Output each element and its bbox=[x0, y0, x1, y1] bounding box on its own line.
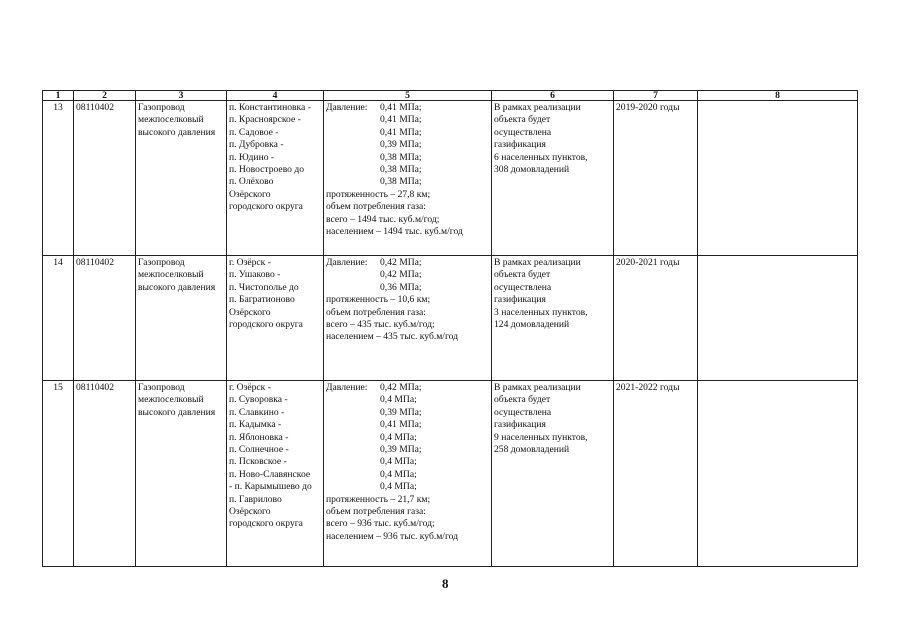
object-name-line: межпоселковый bbox=[138, 269, 204, 281]
pressure-line bbox=[326, 469, 489, 481]
pressure-value: 0,41 МПа; bbox=[380, 419, 422, 431]
route-line: п. Суворовка - bbox=[229, 394, 288, 406]
route-line: городского округа bbox=[229, 518, 303, 530]
note-cell bbox=[698, 101, 858, 256]
object-name-line: высокого давления bbox=[138, 281, 216, 293]
pressure-value: 0,4 МПа; bbox=[380, 468, 417, 480]
pressure-value: 0,39 МПа; bbox=[380, 444, 422, 456]
result-line: В рамках реализации bbox=[494, 102, 581, 113]
result-cell bbox=[492, 256, 614, 381]
table-row bbox=[43, 381, 858, 567]
result-line: 124 домовладений bbox=[494, 319, 570, 331]
pressure-label-spacer bbox=[326, 269, 380, 281]
route-line: п. Ново-Славянское bbox=[229, 468, 311, 480]
period-cell: 2021-2022 годы bbox=[614, 381, 698, 567]
object-code-cell: 08110402 bbox=[74, 381, 136, 567]
pressure-line bbox=[326, 407, 489, 419]
header-cell-8: 8 bbox=[698, 91, 858, 101]
pressure-value: 0,39 МПа; bbox=[380, 139, 422, 151]
pressure-label-spacer bbox=[326, 419, 380, 431]
pressure-label-spacer bbox=[326, 176, 380, 188]
pressure-value: 0,41 МПа; bbox=[380, 126, 422, 138]
pressure-line bbox=[326, 444, 489, 456]
pressure-label-spacer bbox=[326, 139, 380, 151]
header-row bbox=[43, 91, 858, 101]
result-line: газификация bbox=[494, 419, 546, 431]
pressure-line bbox=[326, 114, 489, 126]
pressure-label-spacer bbox=[326, 164, 380, 176]
result-line: газификация bbox=[494, 294, 546, 306]
pressure-value: 0,38 МПа; bbox=[380, 151, 422, 163]
pressure-value: 0,39 МПа; bbox=[380, 406, 422, 418]
result-line: объекта будет bbox=[494, 269, 551, 281]
pressure-label-spacer bbox=[326, 432, 380, 444]
object-name-line: Газопровод bbox=[138, 382, 185, 393]
pressure-label: Давление: bbox=[326, 382, 368, 393]
header-cell-4: 4 bbox=[227, 91, 324, 101]
result-line: объекта будет bbox=[494, 394, 551, 406]
parameters-cell bbox=[324, 101, 492, 256]
result-line: 258 домовладений bbox=[494, 444, 570, 456]
route-line: п. Псковское - bbox=[229, 456, 287, 468]
pressure-line bbox=[326, 139, 489, 151]
route-line: г. Озёрск - bbox=[229, 382, 271, 393]
gasification-table bbox=[42, 90, 858, 567]
route-line: п. Чистополье до bbox=[229, 281, 299, 293]
row-number-cell: 13 bbox=[43, 101, 74, 256]
parameter-line: протяженность – 21,7 км; bbox=[326, 493, 431, 505]
row-number-cell: 15 bbox=[43, 381, 74, 567]
route-line: п. Садовое - bbox=[229, 126, 279, 138]
pressure-value: 0,42 МПа; bbox=[380, 382, 422, 393]
result-cell bbox=[492, 101, 614, 256]
result-line: 3 населенных пунктов, bbox=[494, 306, 588, 318]
header-cell-5: 5 bbox=[324, 91, 492, 101]
route-cell bbox=[227, 101, 324, 256]
pressure-label-spacer bbox=[326, 282, 380, 294]
period-cell: 2020-2021 годы bbox=[614, 256, 698, 381]
pressure-line bbox=[326, 432, 489, 444]
route-line: п. Константиновка - bbox=[229, 102, 311, 113]
result-line: осуществлена bbox=[494, 126, 552, 138]
pressure-label: Давление: bbox=[326, 102, 368, 113]
pressure-line bbox=[326, 176, 489, 188]
pressure-label-spacer bbox=[326, 114, 380, 126]
parameter-line: населением – 1494 тыс. куб.м/год bbox=[326, 226, 463, 238]
pressure-value: 0,36 МПа; bbox=[380, 281, 422, 293]
parameter-line: всего – 1494 тыс. куб.м/год; bbox=[326, 213, 440, 225]
route-line: п. Солнечное - bbox=[229, 444, 289, 456]
pressure-line bbox=[326, 456, 489, 468]
header-cell-7: 7 bbox=[614, 91, 698, 101]
pressure-line bbox=[326, 481, 489, 493]
object-name-cell bbox=[136, 101, 227, 256]
pressure-value: 0,38 МПа; bbox=[380, 176, 422, 188]
route-line: п. Новостроево до bbox=[229, 164, 305, 176]
note-cell bbox=[698, 256, 858, 381]
header-cell-3: 3 bbox=[136, 91, 227, 101]
pressure-value: 0,4 МПа; bbox=[380, 481, 417, 493]
pressure-line bbox=[326, 164, 489, 176]
pressure-label-spacer bbox=[326, 444, 380, 456]
route-line: городского округа bbox=[229, 201, 303, 213]
table-row bbox=[43, 101, 858, 256]
object-name-cell bbox=[136, 256, 227, 381]
period-cell: 2019-2020 годы bbox=[614, 101, 698, 256]
table-row bbox=[43, 256, 858, 381]
parameter-line: населением – 435 тыс. куб.м/год bbox=[326, 331, 459, 343]
result-line: 6 населенных пунктов, bbox=[494, 151, 588, 163]
route-line: п. Яблоновка - bbox=[229, 431, 289, 443]
row-number-cell: 14 bbox=[43, 256, 74, 381]
parameter-line: объем потребления газа: bbox=[326, 201, 426, 213]
parameters-cell bbox=[324, 256, 492, 381]
header-cell-2: 2 bbox=[74, 91, 136, 101]
pressure-value: 0,4 МПа; bbox=[380, 456, 417, 468]
object-code-cell: 08110402 bbox=[74, 256, 136, 381]
result-line: газификация bbox=[494, 139, 546, 151]
parameter-line: всего – 936 тыс. куб.м/год; bbox=[326, 518, 435, 530]
header-cell-1: 1 bbox=[43, 91, 74, 101]
route-cell bbox=[227, 381, 324, 567]
route-line: п. Дубровка - bbox=[229, 139, 284, 151]
result-line: В рамках реализации bbox=[494, 382, 581, 393]
pressure-label-spacer bbox=[326, 407, 380, 419]
table-body bbox=[43, 101, 858, 567]
object-name-line: высокого давления bbox=[138, 126, 216, 138]
object-name-line: Газопровод bbox=[138, 102, 185, 113]
object-code-cell: 08110402 bbox=[74, 101, 136, 256]
parameters-cell bbox=[324, 381, 492, 567]
parameter-line: протяженность – 27,8 км; bbox=[326, 188, 431, 200]
pressure-line bbox=[326, 282, 489, 294]
route-cell bbox=[227, 256, 324, 381]
pressure-value: 0,4 МПа; bbox=[380, 394, 417, 406]
route-line: Озёрского bbox=[229, 506, 271, 518]
pressure-line bbox=[326, 152, 489, 164]
result-line: осуществлена bbox=[494, 281, 552, 293]
object-name-cell bbox=[136, 381, 227, 567]
route-line: - п. Карымышево до bbox=[229, 481, 312, 493]
route-line: п. Кадымка - bbox=[229, 419, 282, 431]
note-cell bbox=[698, 381, 858, 567]
pressure-value: 0,38 МПа; bbox=[380, 164, 422, 176]
pressure-label-spacer bbox=[326, 394, 380, 406]
header-cell-6: 6 bbox=[492, 91, 614, 101]
route-line: п. Красноярское - bbox=[229, 114, 301, 126]
parameter-line: протяженность – 10,6 км; bbox=[326, 294, 431, 306]
pressure-value: 0,42 МПа; bbox=[380, 257, 422, 268]
pressure-value: 0,42 МПа; bbox=[380, 269, 422, 281]
pressure-label-spacer bbox=[326, 481, 380, 493]
result-line: 308 домовладений bbox=[494, 164, 570, 176]
route-line: п. Славкино - bbox=[229, 406, 285, 418]
result-cell bbox=[492, 381, 614, 567]
route-line: Озёрского bbox=[229, 188, 271, 200]
parameter-line: всего – 435 тыс. куб.м/год; bbox=[326, 319, 435, 331]
object-name-line: межпоселковый bbox=[138, 114, 204, 126]
object-name-line: Газопровод bbox=[138, 257, 185, 268]
route-line: городского округа bbox=[229, 319, 303, 331]
pressure-label-spacer bbox=[326, 469, 380, 481]
pressure-label-spacer bbox=[326, 127, 380, 139]
pressure-line bbox=[326, 394, 489, 406]
page-number: 8 bbox=[442, 576, 449, 591]
result-line: 9 населенных пунктов, bbox=[494, 431, 588, 443]
route-line: п. Юдино - bbox=[229, 151, 275, 163]
object-name-line: высокого давления bbox=[138, 406, 216, 418]
object-name-line: межпоселковый bbox=[138, 394, 204, 406]
pressure-line bbox=[326, 382, 489, 394]
pressure-line bbox=[326, 419, 489, 431]
result-line: осуществлена bbox=[494, 406, 552, 418]
route-line: п. Багратионово bbox=[229, 294, 295, 306]
pressure-value: 0,41 МПа; bbox=[380, 102, 422, 113]
pressure-value: 0,41 МПа; bbox=[380, 114, 422, 126]
pressure-label-spacer bbox=[326, 456, 380, 468]
route-line: п. Олёхово bbox=[229, 176, 274, 188]
pressure-line bbox=[326, 269, 489, 281]
route-line: п. Ушаково - bbox=[229, 269, 281, 281]
pressure-value: 0,4 МПа; bbox=[380, 431, 417, 443]
route-line: п. Гаврилово bbox=[229, 493, 282, 505]
route-line: г. Озёрск - bbox=[229, 257, 271, 268]
parameter-line: объем потребления газа: bbox=[326, 306, 426, 318]
pressure-line bbox=[326, 257, 489, 269]
parameter-line: населением – 936 тыс. куб.м/год bbox=[326, 530, 459, 542]
result-line: объекта будет bbox=[494, 114, 551, 126]
pressure-label-spacer bbox=[326, 152, 380, 164]
parameter-line: объем потребления газа: bbox=[326, 506, 426, 518]
pressure-line bbox=[326, 102, 489, 114]
pressure-line bbox=[326, 127, 489, 139]
route-line: Озёрского bbox=[229, 306, 271, 318]
result-line: В рамках реализации bbox=[494, 257, 581, 268]
pressure-label: Давление: bbox=[326, 257, 368, 268]
